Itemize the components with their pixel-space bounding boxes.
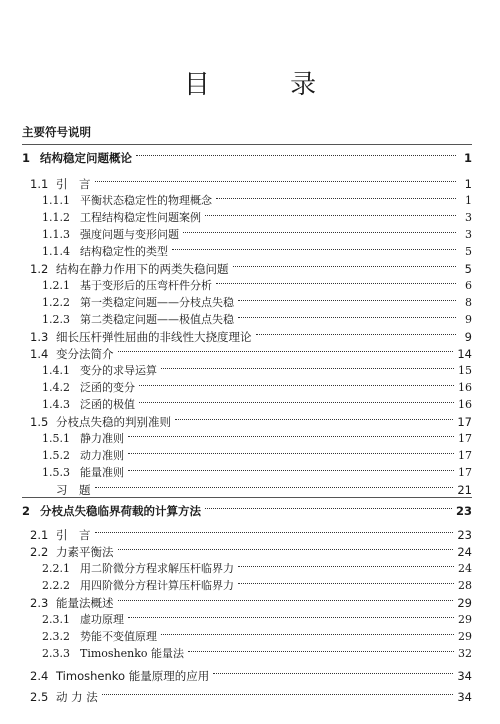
toc-entry-number: 2 [22, 504, 31, 518]
toc-entry-page: 17 [458, 432, 472, 445]
toc-entry[interactable] [0, 646, 500, 662]
toc-entry-number: 1.3 [30, 330, 49, 344]
toc-entry-number: 2.3.1 [42, 613, 70, 626]
dot-leader [216, 197, 456, 199]
toc-entry[interactable] [0, 329, 500, 345]
toc-entry[interactable] [0, 278, 500, 294]
dot-leader [128, 469, 454, 471]
dot-leader [139, 401, 454, 403]
dot-leader [205, 507, 452, 509]
toc-entry-page: 24 [457, 545, 472, 559]
toc-entry-number: 2.2 [30, 545, 49, 559]
dot-leader [161, 633, 454, 635]
toc-entry-title: 能量法概述 [56, 596, 114, 610]
toc-entry-page: 1 [463, 151, 472, 165]
toc-entry[interactable] [0, 527, 500, 543]
dot-leader [128, 435, 454, 437]
toc-entry-page: 3 [465, 211, 472, 224]
toc-entry-page: 16 [458, 398, 472, 411]
toc-entry-number: 1 [22, 151, 31, 165]
toc-entry[interactable] [0, 312, 500, 328]
toc-entry[interactable] [0, 431, 500, 447]
toc-entry[interactable] [0, 689, 500, 705]
toc-entry-title: 泛函的变分 [80, 381, 135, 394]
dot-leader [238, 565, 454, 567]
toc-entry-title: 势能不变值原理 [80, 630, 157, 643]
toc-entry-title: 力素平衡法 [56, 545, 114, 559]
toc-entry-page: 21 [457, 483, 472, 497]
toc-entry[interactable] [0, 150, 500, 166]
toc-entry-title: 结构在静力作用下的两类失稳问题 [56, 262, 229, 276]
dot-leader [128, 452, 454, 454]
dot-leader [238, 582, 454, 584]
dot-leader [238, 316, 456, 318]
dot-leader [188, 650, 454, 652]
toc-entry-page: 29 [458, 630, 472, 643]
toc-entry-number: 1.4.2 [42, 381, 70, 394]
toc-entry[interactable] [0, 244, 500, 260]
toc-entry[interactable] [0, 448, 500, 464]
toc-entry-title: 引 言 [56, 177, 91, 191]
toc-entry[interactable] [0, 482, 500, 498]
toc-entry-title: 变分法简介 [56, 347, 114, 361]
toc-entry-page: 9 [465, 313, 472, 326]
toc-entry-page: 34 [457, 669, 472, 683]
toc-entry-title: 工程结构稳定性问题案例 [80, 211, 201, 224]
toc-entry-number: 1.2.1 [42, 279, 70, 292]
dot-leader [95, 180, 457, 182]
dot-leader [139, 384, 454, 386]
toc-entry-number: 2.2.2 [42, 579, 70, 592]
toc-entry-number: 2.4 [30, 669, 49, 683]
toc-entry-number: 2.2.1 [42, 562, 70, 575]
dot-leader [161, 367, 454, 369]
toc-entry-number: 1.4.1 [42, 364, 70, 377]
toc-entry-title: 分枝点失稳临界荷载的计算方法 [40, 504, 201, 518]
dot-leader [175, 418, 453, 420]
toc-entry-number: 1.5.3 [42, 466, 70, 479]
toc-entry-page: 29 [457, 596, 472, 610]
toc-entry-page: 1 [464, 177, 472, 191]
toc-entry[interactable] [0, 227, 500, 243]
dot-leader [118, 599, 454, 601]
toc-entry-page: 9 [464, 330, 472, 344]
toc-entry-page: 24 [458, 562, 472, 575]
toc-entry-title: 第二类稳定问题——极值点失稳 [80, 313, 234, 326]
toc-entry-title: 基于变形后的压弯杆件分析 [80, 279, 212, 292]
toc-entry[interactable] [0, 578, 500, 594]
toc-entry-title: 强度问题与变形问题 [80, 228, 179, 241]
toc-entry-title: 用二阶微分方程求解压杆临界力 [80, 562, 234, 575]
toc-entry-number: 1.4 [30, 347, 49, 361]
toc-entry-page: 17 [458, 449, 472, 462]
toc-entry[interactable] [0, 629, 500, 645]
toc-entry-page: 17 [457, 415, 472, 429]
toc-entry-title: 结构稳定性的类型 [80, 245, 168, 258]
toc-entry-number: 1.1.2 [42, 211, 70, 224]
toc-entry-title: 结构稳定问题概论 [40, 151, 132, 165]
toc-entry-page: 3 [465, 228, 472, 241]
toc-entry-title: 引 言 [56, 528, 91, 542]
dot-leader [172, 248, 456, 250]
toc-entry-title: 动 力 法 [56, 690, 98, 704]
toc-entry[interactable] [0, 346, 500, 362]
dot-leader [95, 531, 454, 533]
toc-entry-number: 2.3 [30, 596, 49, 610]
toc-entry[interactable] [0, 612, 500, 628]
symbols-heading: 主要符号说明 [22, 125, 91, 139]
toc-entry-page: 17 [458, 466, 472, 479]
toc-entry-page: 23 [457, 528, 472, 542]
dot-leader [205, 214, 456, 216]
toc-entry-number: 1.5.1 [42, 432, 70, 445]
toc-entry-page: 34 [457, 690, 472, 704]
dot-leader [213, 672, 453, 674]
toc-entry-page: 1 [465, 194, 472, 207]
toc-entry-page: 15 [458, 364, 472, 377]
dot-leader [183, 231, 456, 233]
toc-entry[interactable] [0, 363, 500, 379]
toc-entry-title: 静力准则 [80, 432, 124, 445]
toc-entry-page: 28 [458, 579, 472, 592]
dot-leader [128, 616, 454, 618]
toc-entry-number: 1.1.1 [42, 194, 70, 207]
toc-entry-page: 14 [457, 347, 472, 361]
dot-leader [136, 154, 456, 156]
toc-entry-title: 能量准则 [80, 466, 124, 479]
toc-entry[interactable] [0, 595, 500, 611]
toc-entry[interactable] [0, 668, 500, 684]
toc-entry-page: 16 [458, 381, 472, 394]
toc-entry-title: 平衡状态稳定性的物理概念 [80, 194, 212, 207]
toc-entry-page: 5 [465, 245, 472, 258]
dot-leader [233, 265, 457, 267]
toc-entry-title: 用四阶微分方程计算压杆临界力 [80, 579, 234, 592]
toc-entry-title: 分枝点失稳的判别准则 [56, 415, 171, 429]
toc-entry-number: 1.2 [30, 262, 49, 276]
toc-entry-page: 29 [458, 613, 472, 626]
dot-leader [216, 282, 456, 284]
toc-entry[interactable] [0, 193, 500, 209]
toc-entry-number: 1.1 [30, 177, 49, 191]
toc-entry-number: 2.3.3 [42, 647, 70, 660]
toc-entry-number: 1.5.2 [42, 449, 70, 462]
toc-entry-title: 变分的求导运算 [80, 364, 157, 377]
dot-leader [118, 548, 454, 550]
toc-entry-page: 8 [465, 296, 472, 309]
toc-entry-number: 1.5 [30, 415, 49, 429]
toc-entry-number: 1.1.3 [42, 228, 70, 241]
toc-entry-page: 6 [465, 279, 472, 292]
toc-entry[interactable] [0, 561, 500, 577]
dot-leader [102, 693, 454, 695]
toc-entry-number: 2.3.2 [42, 630, 70, 643]
toc-entry-title: 习 题 [56, 483, 91, 497]
toc-entry[interactable] [0, 380, 500, 396]
toc-entry-title: 细长压杆弹性屈曲的非线性大挠度理论 [56, 330, 252, 344]
toc-entry-title: Timoshenko 能量法 [80, 647, 185, 660]
dot-leader [256, 333, 457, 335]
toc-entry-number: 1.2.2 [42, 296, 70, 309]
dot-leader [238, 299, 456, 301]
toc-entry[interactable] [0, 295, 500, 311]
toc-entry-title: 虚功原理 [80, 613, 124, 626]
toc-entry[interactable] [0, 261, 500, 277]
toc-entry-page: 5 [464, 262, 472, 276]
toc-entry-title: 泛函的极值 [80, 398, 135, 411]
toc-entry-number: 2.5 [30, 690, 49, 704]
dot-leader [95, 486, 454, 488]
page-title: 目 录 [183, 70, 353, 100]
toc-entry-page: 32 [458, 647, 472, 660]
toc-entry-number: 2.1 [30, 528, 49, 542]
toc-entry-title: Timoshenko 能量原理的应用 [56, 669, 210, 683]
toc-entry[interactable] [0, 210, 500, 226]
toc-entry[interactable] [0, 414, 500, 430]
toc-entry-title: 第一类稳定问题——分枝点失稳 [80, 296, 234, 309]
toc-entry-number: 1.2.3 [42, 313, 70, 326]
toc-entry-number: 1.4.3 [42, 398, 70, 411]
toc-entry[interactable] [0, 397, 500, 413]
toc-entry-page: 23 [455, 504, 472, 518]
toc-entry[interactable] [0, 176, 500, 192]
toc-entry[interactable] [0, 503, 500, 519]
dot-leader [118, 350, 454, 352]
toc-entry[interactable] [0, 465, 500, 481]
toc-entry-title: 动力准则 [80, 449, 124, 462]
toc-entry-number: 1.1.4 [42, 245, 70, 258]
toc-entry[interactable] [0, 544, 500, 560]
